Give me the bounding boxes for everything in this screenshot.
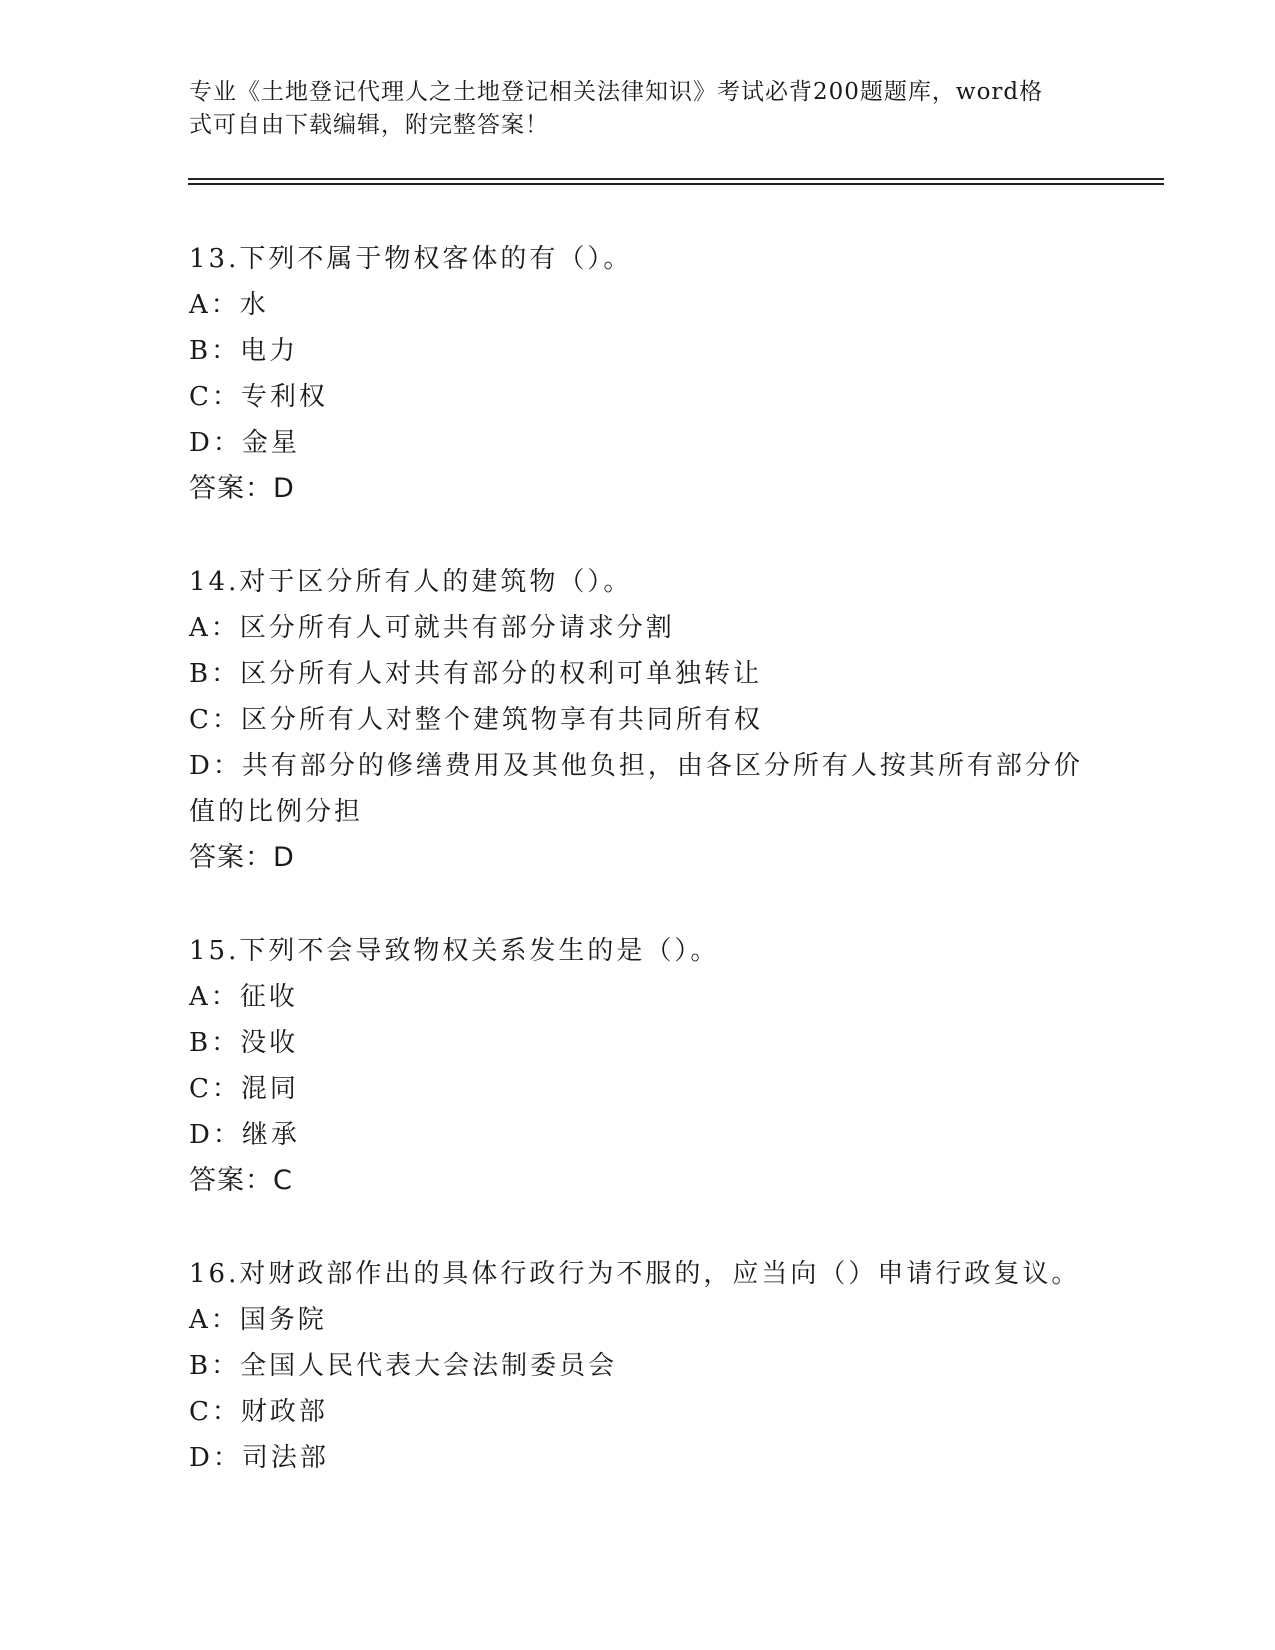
answer-line: 答案：D <box>189 473 295 504</box>
option-a: A：征收 <box>189 982 298 1012</box>
answer-line: 答案：D <box>189 842 295 873</box>
option-a: A：水 <box>189 290 269 320</box>
option-d-continued: 值的比例分担 <box>189 797 364 827</box>
question-15 <box>189 928 1089 1204</box>
question-stem: 16.对财政部作出的具体行政行为不服的，应当向（）申请行政复议。 <box>189 1259 1081 1289</box>
question-stem: 15.下列不会导致物权关系发生的是（）。 <box>189 936 720 966</box>
question-14 <box>189 559 1089 881</box>
option-c: C：混同 <box>189 1074 299 1104</box>
option-a: A：区分所有人可就共有部分请求分割 <box>189 613 675 643</box>
option-a: A：国务院 <box>189 1305 327 1335</box>
question-list <box>189 236 1089 1528</box>
question-13 <box>189 236 1089 512</box>
answer-line: 答案：C <box>189 1165 293 1196</box>
option-b: B：电力 <box>189 336 299 366</box>
option-d: D：司法部 <box>189 1443 329 1473</box>
option-d: D：金星 <box>189 428 300 458</box>
question-stem: 13.下列不属于物权客体的有（）。 <box>189 244 633 274</box>
option-d: D：继承 <box>189 1120 300 1150</box>
question-stem: 14.对于区分所有人的建筑物（）。 <box>189 567 633 597</box>
header-divider-bottom <box>188 183 1164 185</box>
option-b: B：没收 <box>189 1028 299 1058</box>
header-divider-top <box>188 178 1164 180</box>
option-c: C：专利权 <box>189 382 328 412</box>
option-d: D：共有部分的修缮费用及其他负担，由各区分所有人按其所有部分价 <box>189 751 1083 781</box>
option-b: B：区分所有人对共有部分的权利可单独转让 <box>189 659 763 689</box>
question-16 <box>189 1251 1089 1481</box>
header-line-2: 式可自由下载编辑，附完整答案！ <box>189 112 549 138</box>
option-b: B：全国人民代表大会法制委员会 <box>189 1351 618 1381</box>
header-line-1: 专业《土地登记代理人之土地登记相关法律知识》考试必背200题题库，word格 <box>189 79 1044 105</box>
document-header <box>189 76 1069 142</box>
option-c: C：财政部 <box>189 1397 328 1427</box>
option-c: C：区分所有人对整个建筑物享有共同所有权 <box>189 705 763 735</box>
